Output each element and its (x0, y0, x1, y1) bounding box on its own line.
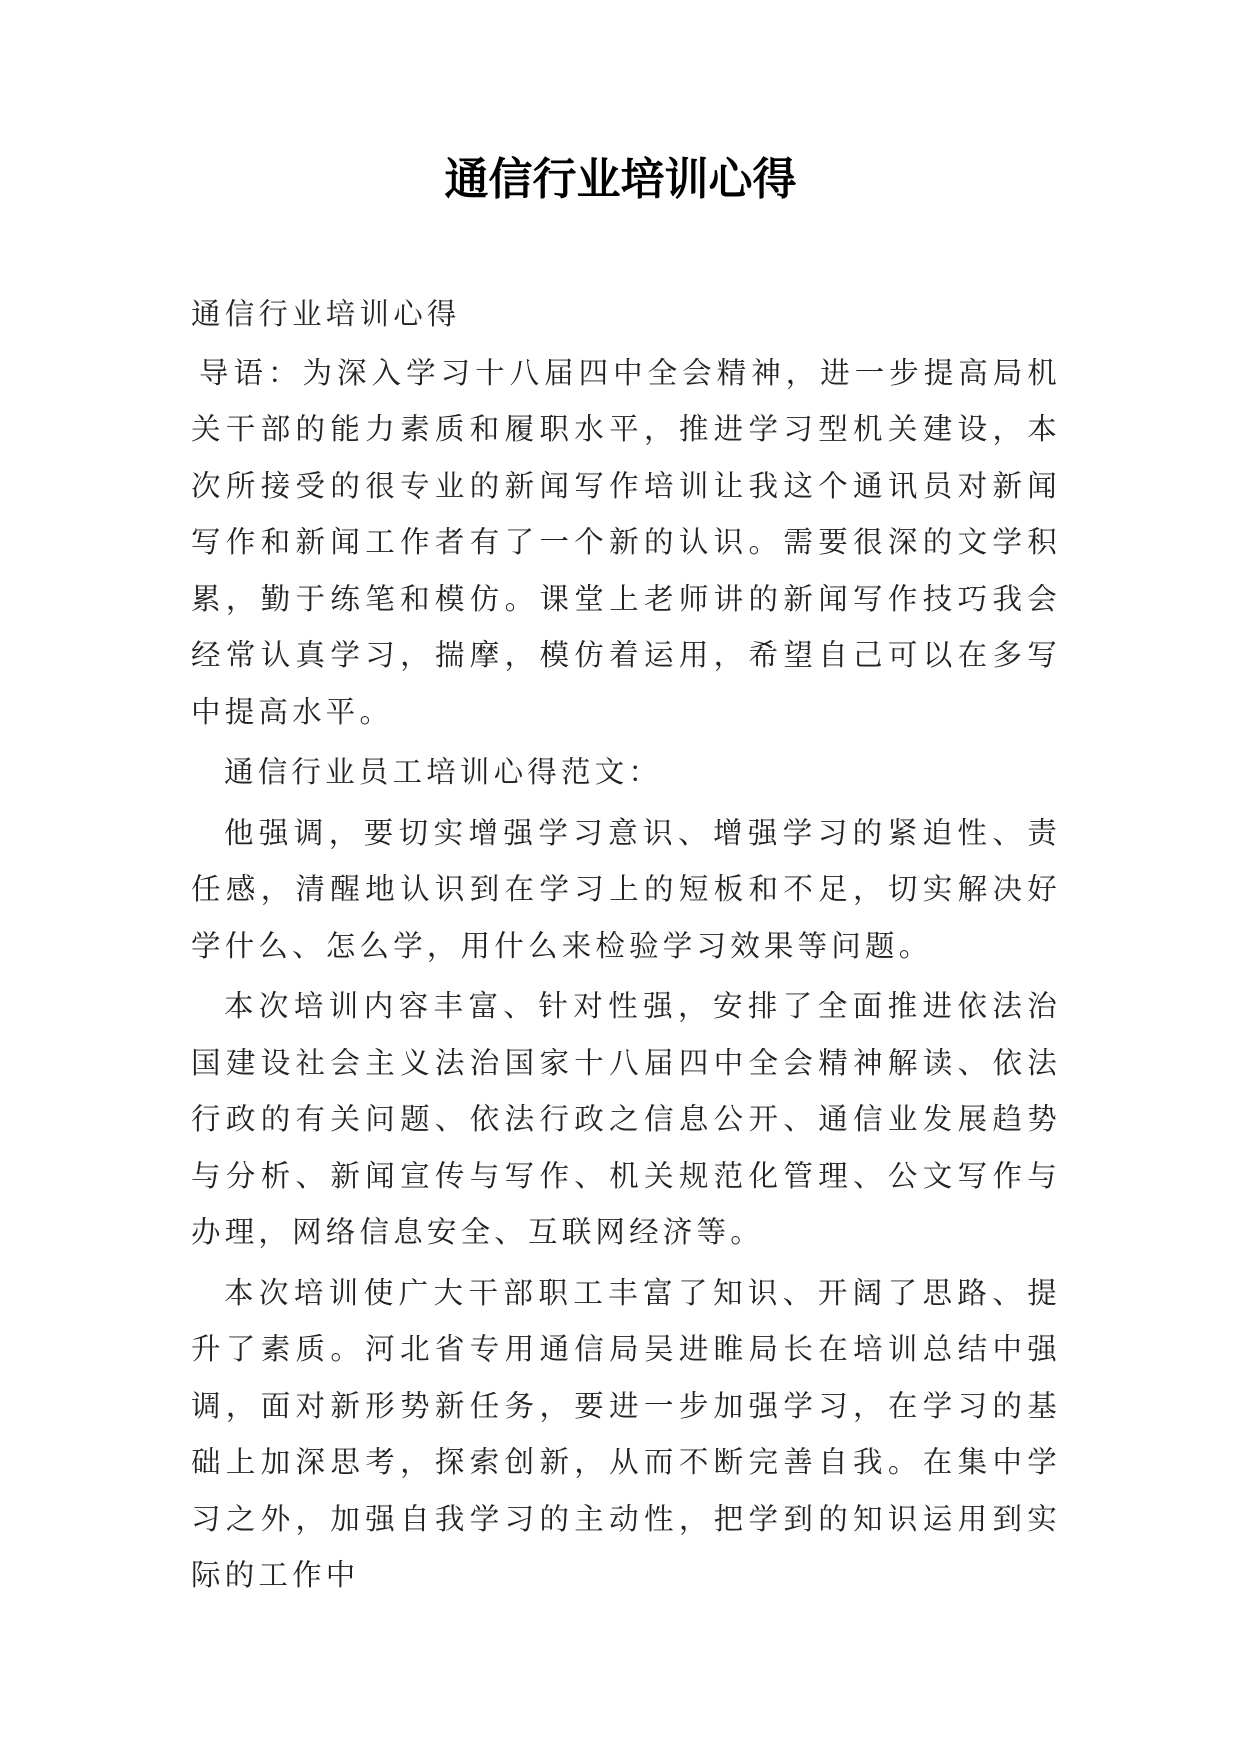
paragraph-intro: 导语：为深入学习十八届四中全会精神，进一步提高局机关干部的能力素质和履职水平，推进学习型机关建设，本次所接受的很专业的新闻写作培训让我这个通讯员对新闻写作和新闻工作者有了一个新的认识。需要很深的文学积累，勤于练笔和模仿。课堂上老师讲的新闻写作技巧我会经常认真学习，揣摩，模仿着运用，希望自己可以在多写中提高水平。 (191, 355, 1061, 729)
paragraph-training-outcome: 本次培训使广大干部职工丰富了知识、开阔了思路、提升了素质。河北省专用通信局吴进睢局长在培训总结中强调，面对新形势新任务，要进一步加强学习，在学习的基础上加深思考，探索创新，从而不断完善自我。在集中学习之外，加强自我学习的主动性，把学到的知识运用到实际的工作中 (191, 1275, 1061, 1592)
paragraph-emphasis: 他强调，要切实增强学习意识、增强学习的紧迫性、责任感，清醒地认识到在学习上的短板和不足，切实解决好学什么、怎么学，用什么来检验学习效果等问题。 (191, 815, 1061, 963)
paragraph-training-content: 本次培训内容丰富、针对性强，安排了全面推进依法治国建设社会主义法治国家十八届四中全会精神解读、依法行政的有关问题、依法行政之信息公开、通信业发展趋势与分析、新闻宣传与写作、机关规范化管理、公文写作与办理，网络信息安全、互联网经济等。 (191, 989, 1061, 1249)
document-subtitle: 通信行业培训心得 (191, 297, 461, 331)
paragraph-section-heading: 通信行业员工培训心得范文： (224, 755, 663, 789)
document-body (191, 286, 1061, 1604)
document-title: 通信行业培训心得 (444, 154, 797, 205)
